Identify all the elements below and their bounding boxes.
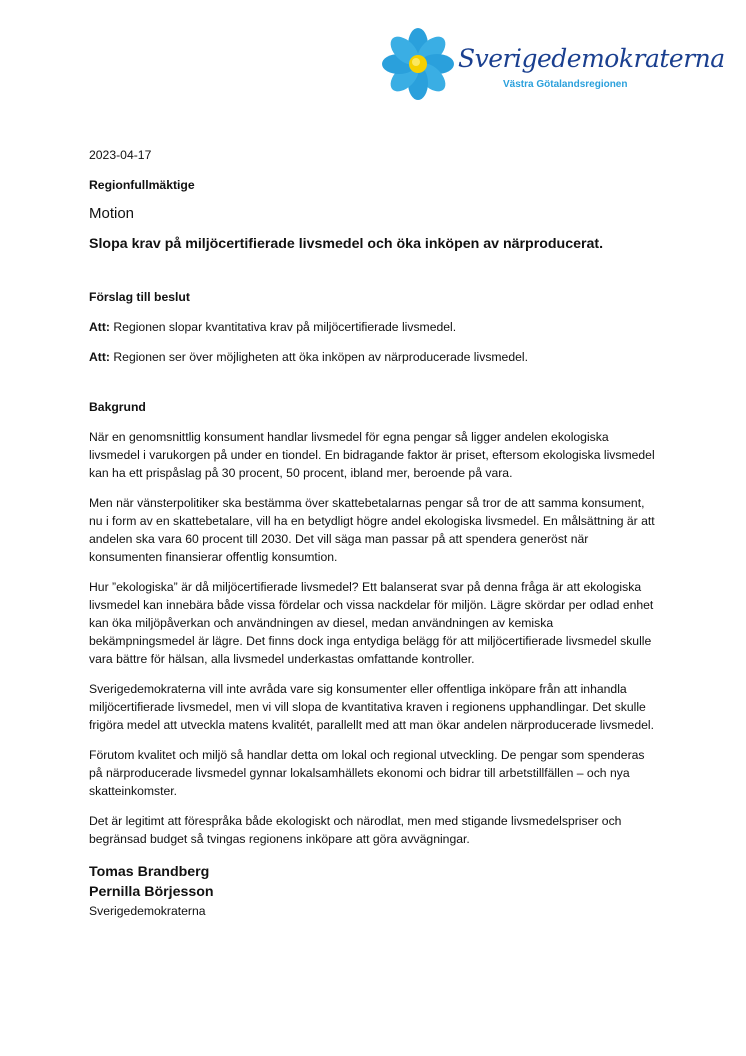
background-heading: Bakgrund [89, 400, 146, 414]
background-paragraph: Förutom kvalitet och miljö så handlar detta om lokal och regional utveckling. De pengar som spenderas på närproducerade livsmedel gynnar lokalsamhällets ekonomi och bidrar till arbetstillfällen – och nya skatteinkomster. [89, 748, 645, 798]
proposal-item [89, 348, 659, 366]
background-paragraph: Men när vänsterpolitiker ska bestämma över skattebetalarnas pengar så tror de att samma konsument, nu i form av en skattebetalare, vill ha en betydligt högre andel ekologiska livsmedel. En målsättning är att andelen ska vara 60 procent till 2030. Det vill säga man passar på att spendera generöst när konsumenten finansierar offentlig konsumtion. [89, 496, 655, 564]
logo-subtitle: Västra Götalandsregionen [503, 79, 628, 90]
recipient: Regionfullmäktige [89, 178, 195, 192]
proposal-item-text: Regionen ser över möjligheten att öka inköpen av närproducerade livsmedel. [109, 350, 528, 364]
signature-block [89, 862, 659, 920]
signer-name: Pernilla Börjesson [89, 884, 214, 900]
background-paragraph: När en genomsnittlig konsument handlar livsmedel för egna pengar så ligger andelen ekologiska livsmedel i varukorgen på under en tiondel. En bidragande faktor är priset, eftersom ekologiska livsmedel kan ha ett prispåslag på 30 procent, 50 procent, ibland mer, beroende på vara. [89, 430, 655, 480]
proposal-item-label: Att: [89, 320, 110, 334]
logo-name: Sverigedemokraterna [458, 44, 725, 73]
document-date: 2023-04-17 [89, 148, 152, 162]
flower-icon [380, 26, 456, 102]
party-logo [380, 26, 725, 96]
signer-name: Tomas Brandberg [89, 864, 210, 880]
document-title: Slopa krav på miljöcertifierade livsmedel och öka inköpen av närproducerat. [89, 236, 604, 252]
proposal-item-text: Regionen slopar kvantitativa krav på miljöcertifierade livsmedel. [109, 320, 457, 334]
proposal-item [89, 318, 659, 336]
proposal-heading: Förslag till beslut [89, 290, 190, 304]
background-paragraph: Det är legitimt att förespråka både ekologiskt och närodlat, men med stigande livsmedelspriser och begränsad budget så tvingas regionens inköpare att göra avvägningar. [89, 814, 622, 846]
document-type: Motion [89, 205, 135, 222]
background-paragraph: Hur ”ekologiska” är då miljöcertifierade livsmedel? Ett balanserat svar på denna fråga är att ekologiska livsmedel kan innebära både vissa fördelar och vissa nackdelar för miljön. Lägre skördar per odlad enhet kan öka miljöpåverkan och användningen av diesel, medan användningen av kemiska bekämpningsmedel är lägre. Det finns dock inga entydiga belägg för att miljöcertifierade livsmedel skulle vara bättre för hälsan, alla livsmedel underkastas omfattande kontroller. [89, 580, 654, 666]
background-paragraph: Sverigedemokraterna vill inte avråda vare sig konsumenter eller offentliga inköpare från att inhandla miljöcertifierade livsmedel, men vi vill slopa de kvantitativa kraven i regionens upphandlingar. Det skulle frigöra medel att utveckla matens kvalitét, parallellt med att man ökar andelen närproducerade livsmedel. [89, 682, 654, 732]
proposal-item-label: Att: [89, 350, 110, 364]
document-body [89, 146, 659, 920]
signer-party: Sverigedemokraterna [89, 904, 206, 918]
